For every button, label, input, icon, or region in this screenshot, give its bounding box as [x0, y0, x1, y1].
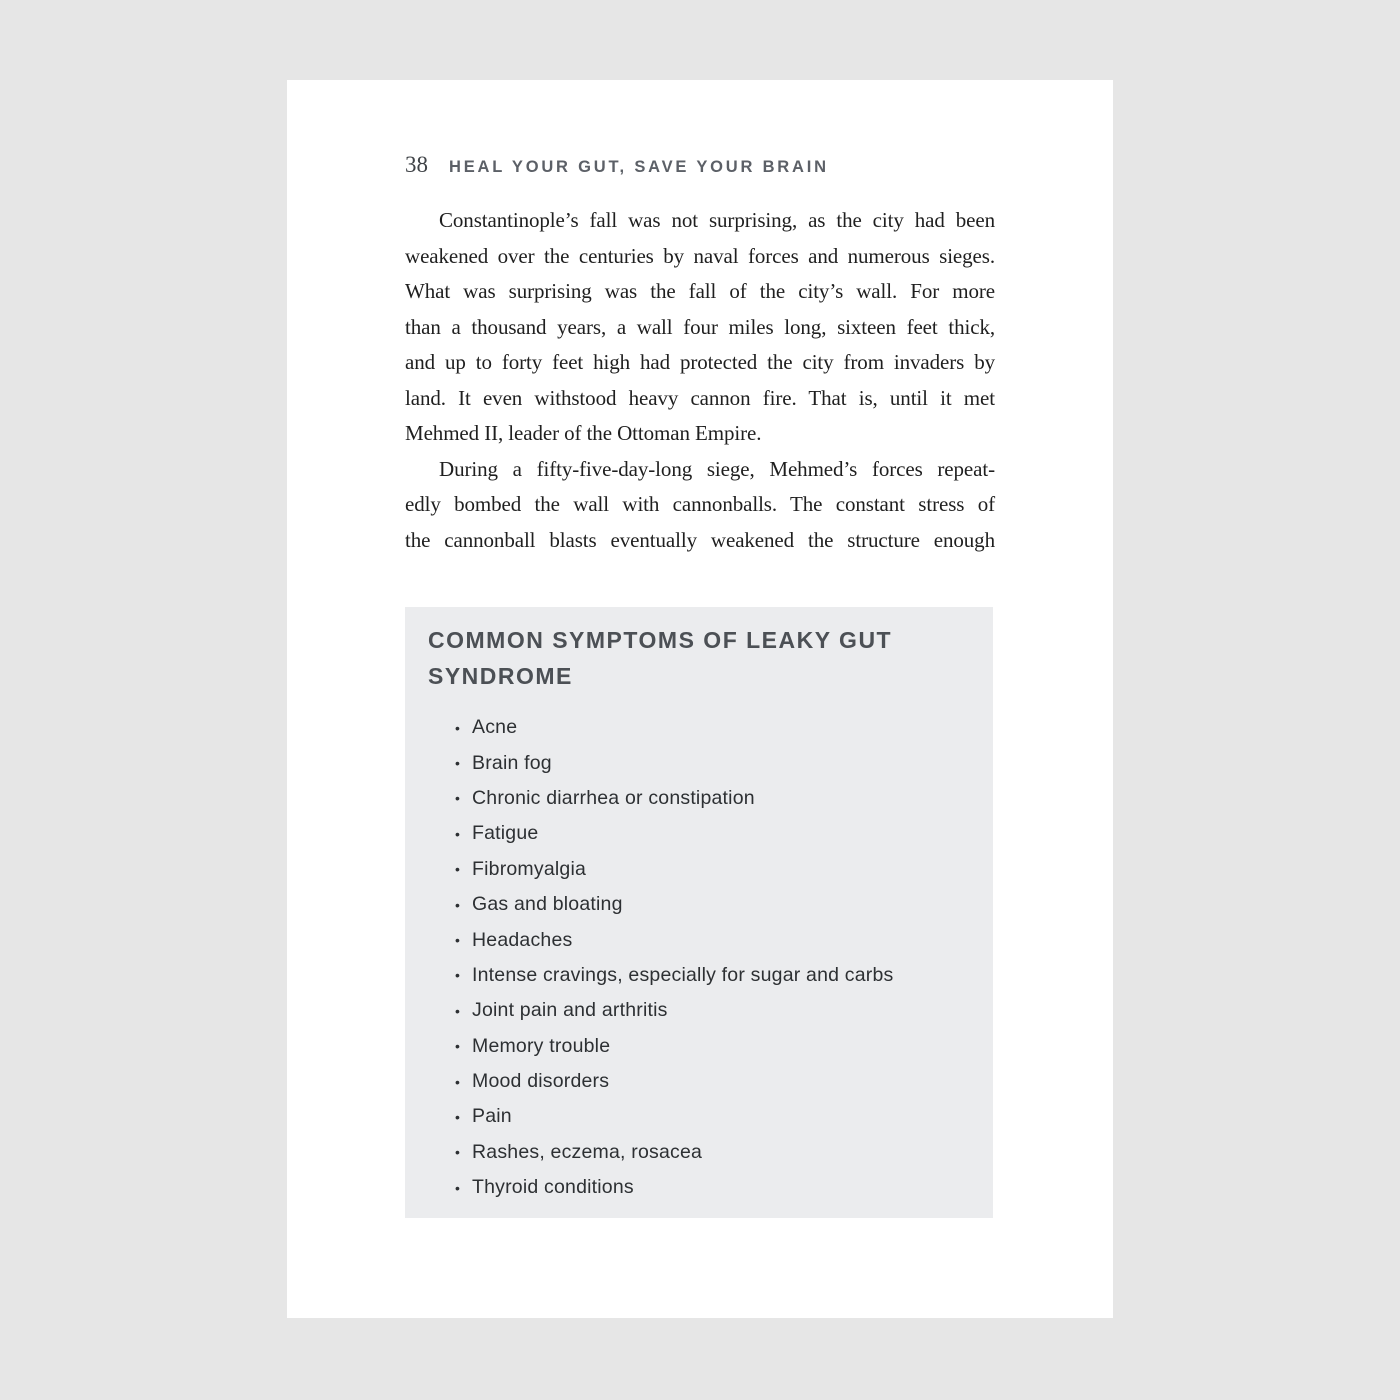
body-line: During a fifty-five-day-long siege, Mehmed’s forces repeat-: [439, 456, 995, 481]
bullet-icon: •: [455, 861, 461, 878]
body-line: edly bombed the wall with cannonballs. The constant stress of: [405, 492, 995, 516]
body-line: Constantinople’s fall was not surprising, as the city had been: [439, 208, 995, 232]
bullet-icon: •: [455, 967, 461, 984]
bullet-icon: •: [455, 755, 461, 772]
list-item: [455, 1064, 970, 1099]
list-item: [455, 781, 970, 816]
book-page: [287, 80, 1113, 1318]
list-item-label: Brain fog: [472, 751, 552, 774]
list-item-label: Memory trouble: [472, 1034, 611, 1057]
bullet-icon: •: [455, 1038, 461, 1055]
list-item: [455, 816, 970, 851]
page-number: 38: [405, 152, 428, 177]
list-item-label: Fatigue: [472, 822, 539, 845]
list-item: [455, 993, 970, 1028]
bullet-icon: •: [455, 825, 461, 842]
bullet-icon: •: [455, 1108, 461, 1125]
bullet-icon: •: [455, 790, 461, 807]
list-item-label: Gas and bloating: [472, 893, 623, 916]
symptom-box: [405, 607, 993, 1218]
body-line: and up to forty feet high had protected the city from invaders by: [405, 350, 995, 374]
running-head: [405, 152, 829, 178]
list-item: [455, 1099, 970, 1134]
list-item: [455, 1029, 970, 1064]
list-item-label: Thyroid conditions: [472, 1176, 634, 1199]
list-item: [455, 1170, 970, 1205]
bullet-icon: •: [455, 1144, 461, 1161]
bullet-icon: •: [455, 1002, 461, 1019]
symptom-box-title-line: COMMON SYMPTOMS OF LEAKY GUT: [428, 627, 893, 653]
body-text: [405, 203, 995, 558]
body-line: What was surprising was the fall of the city’s wall. For more: [405, 279, 995, 303]
list-item: [455, 887, 970, 922]
bullet-icon: •: [455, 1179, 461, 1196]
list-item-label: Joint pain and arthritis: [472, 999, 668, 1022]
list-item-label: Rashes, eczema, rosacea: [472, 1140, 703, 1163]
list-item-label: Intense cravings, especially for sugar and carbs: [472, 963, 894, 986]
list-item-label: Fibromyalgia: [472, 857, 587, 880]
list-item: [455, 922, 970, 957]
bullet-icon: •: [455, 896, 461, 913]
symptom-box-title-line: SYNDROME: [428, 663, 573, 689]
list-item: [455, 958, 970, 993]
list-item-label: Chronic diarrhea or constipation: [472, 786, 755, 809]
symptom-list: [428, 710, 970, 1205]
list-item-label: Headaches: [472, 928, 573, 951]
bullet-icon: •: [455, 1073, 461, 1090]
running-title: HEAL YOUR GUT, SAVE YOUR BRAIN: [449, 158, 829, 176]
list-item-label: Mood disorders: [472, 1070, 610, 1093]
symptom-box-title: [428, 622, 970, 694]
body-line: Mehmed II, leader of the Ottoman Empire.: [405, 421, 762, 445]
list-item-label: Acne: [472, 716, 518, 739]
list-item: [455, 710, 970, 745]
bullet-icon: •: [455, 719, 461, 736]
list-item-label: Pain: [472, 1105, 512, 1128]
body-line: land. It even withstood heavy cannon fire. That is, until it met: [405, 385, 995, 410]
body-line: than a thousand years, a wall four miles long, sixteen feet thick,: [405, 314, 995, 339]
list-item: [455, 852, 970, 887]
body-line: weakened over the centuries by naval forces and numerous sieges.: [405, 243, 995, 268]
bullet-icon: •: [455, 932, 461, 949]
list-item: [455, 1135, 970, 1170]
body-line: the cannonball blasts eventually weakened the structure enough: [405, 527, 995, 552]
list-item: [455, 745, 970, 780]
